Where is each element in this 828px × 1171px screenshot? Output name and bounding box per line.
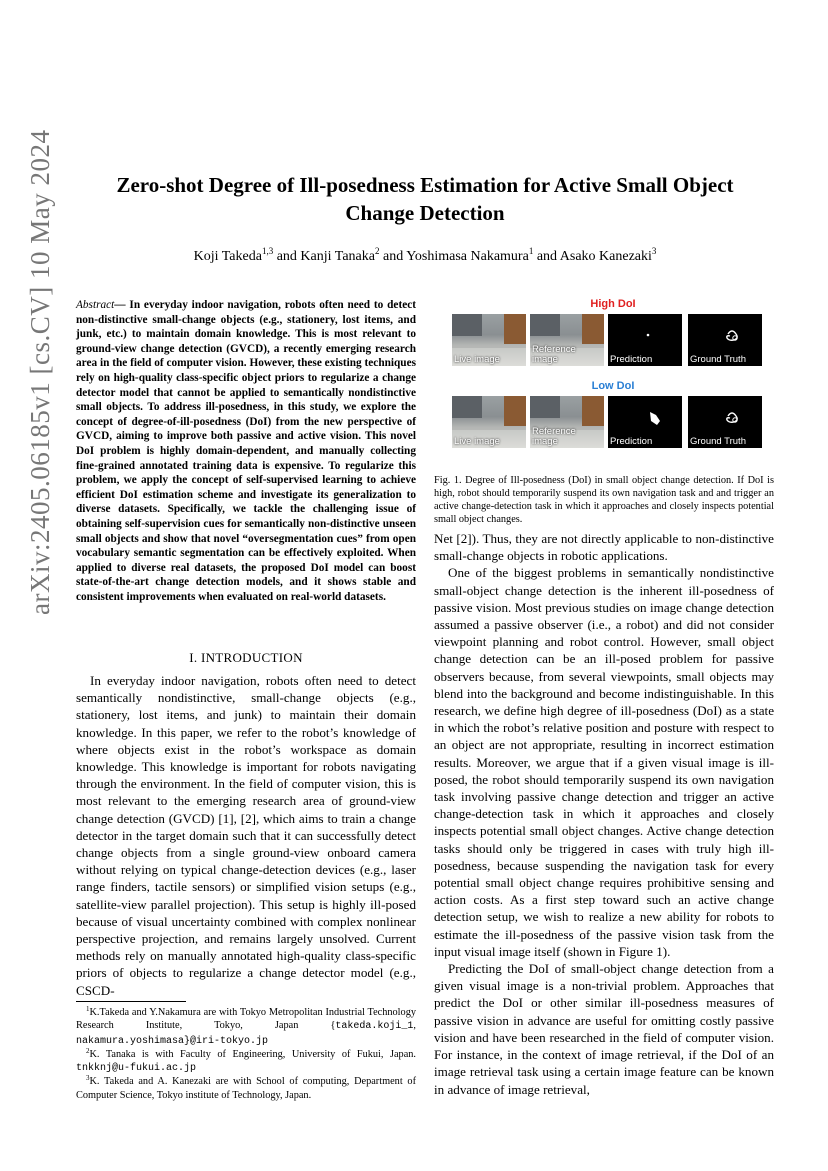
right-column-text	[434, 530, 774, 1098]
footnote-rule	[76, 1001, 186, 1002]
author-name: Koji Takeda	[193, 249, 262, 264]
footnote-text: K.Takeda and Y.Nakamura are with Tokyo Metropolitan Industrial Technology Research Institute, Tokyo, Japan {	[76, 1007, 416, 1032]
abstract	[76, 298, 416, 604]
tile-caption: Ground Truth	[690, 354, 746, 365]
abstract-label: Abstract	[76, 299, 115, 311]
arxiv-stamp: arXiv:2405.06185v1 [cs.CV] 10 May 2024	[25, 129, 55, 615]
section-heading: I. INTRODUCTION	[189, 650, 303, 665]
footnote	[76, 1006, 416, 1048]
paragraph: Net [2]). Thus, they are not directly applicable to non-distinctive small-change objects in robotic applications.	[434, 531, 774, 564]
author-separator: and	[533, 249, 560, 264]
ground-truth-high	[688, 314, 762, 366]
author-name: Asako Kanezaki	[559, 249, 652, 264]
author-name: Yoshimasa Nakamura	[406, 249, 529, 264]
low-doi-label: Low DoI	[591, 380, 635, 392]
figure-1	[452, 298, 774, 456]
footnote-mark: 1	[86, 1005, 90, 1013]
paragraph: In everyday indoor navigation, robots often need to detect semantically nondistinctive, small-change objects (e.g., stationery, lost items, and junk) to maintain their domain knowledge. In this paper, we refer to the robot’s knowledge of where objects exist in the robot’s workspace as domain knowledge. This knowledge is important for robots navigating through the environment. In the field of computer vision, this is most relevant to the emerging research area of ground-view change detection (GVCD) [1], [2], which aims to train a change detector in the target domain such that it can successfully detect change objects from a single ground-view onboard camera without relying on typical change-detection devices (e.g., laser range finders, tactile sensors) or simplified vision setups (e.g., satellite-view parallel projection). This setup is highly ill-posed because of visual uncertainty combined with complex nonlinear perspective projection, and remains largely unsolved. Current methods rely on manually annotated high-quality class-specific priors of objects to regularize a change detector model (e.g., CSCD-	[76, 673, 416, 998]
live-image-high	[452, 314, 526, 366]
email: takeda.koji_1	[335, 1021, 414, 1033]
paper-title: Zero-shot Degree of Ill-posedness Estimation for Active Small Object Change Detection	[116, 173, 734, 225]
footnote-text: ,	[413, 1020, 416, 1032]
footnotes	[76, 1006, 416, 1102]
reference-image-low	[530, 396, 604, 448]
paragraph: Predicting the DoI of small-object change detection from a given visual image is a non-trivial problem. Approaches that predict the DoI or other similar ill-posedness measures of passive vision in advance are useful for omitting costly passive vision and have been researched in the field of computer vision. For instance, in the context of image retrieval, if the DoI of an image retrieval task using a certain image feature can be known in advance of image retrieval,	[434, 961, 774, 1097]
email: }@iri-tokyo.jp	[184, 1035, 269, 1047]
footnote	[76, 1048, 416, 1076]
live-image-low	[452, 396, 526, 448]
tile-caption: Reference image	[532, 344, 576, 365]
author-name: Kanji Tanaka	[300, 249, 375, 264]
affiliation-mark: 2	[374, 246, 380, 256]
footnote	[76, 1075, 416, 1102]
tile-caption: Reference image	[532, 426, 576, 447]
affiliation-mark: 3	[651, 246, 657, 256]
affiliation-mark: 1	[528, 246, 534, 256]
tile-caption: Live image	[454, 354, 500, 365]
paragraph: One of the biggest problems in semantically nondistinctive small-object change detection is the inherent ill-posedness of passive vision. Most previous studies on image change detection assumed a passive observer (i.e., a robot) and did not consider viewpoint planning and robot control. However, small object change detection can be an ill-posed problem for passive observers because, from several viewpoints, small objects may blend into the background and become indistinguishable. In this research, we define high degree of ill-posedness (DoI) as a state in which the robot’s relative position and posture with respect to an object are not appropriate, resulting in incorrect estimation results. Moreover, we argue that if a given visual image is ill-posed, the robot should temporarily suspend its own navigation task involving passive change detection and trigger an active change-detection task in which it approaches and closely inspects potential small object changes. Active change detection tasks should only be triggered in cases with truly high ill-posedness, because suspending the navigation task for every potential small object change requires prohibitive sensing and action costs. As a first step toward such an active change detection setup, we wish to realize a new ability for robots to estimate the ill-posedness of the passive vision task from the input visual image itself (shown in Figure 1).	[434, 565, 774, 959]
author-separator: and	[379, 249, 407, 264]
tile-caption: Prediction	[610, 436, 653, 447]
prediction-low	[608, 396, 682, 448]
figure-caption: Fig. 1. Degree of Ill-posedness (DoI) in small object change detection. If DoI is high, robot should temporarily suspend its own navigation task and and trigger an active change-detection task in which it approaches and closely inspects potential small object changes.	[434, 475, 774, 525]
abstract-text: — In everyday indoor navigation, robots often need to detect non-distinctive small-change objects (e.g., stationery, lost items, and junk, etc.) to maintain domain knowledge. This is most relevant to ground-view change detection (GVCD), a recently emerging research area in the field of computer vision. However, these existing techniques rely on high-quality class-specific object priors to regularize a change detector model that cannot be applied to semantically nondistinctive small objects. To address ill-posedness, in this study, we explore the concept of degree-of-ill-posedness (DoI) from the new perspective of GVCD, aiming to improve both passive and active vision. This novel DoI problem is highly domain-dependent, and manually collecting fine-grained annotated training data is expensive. To regularize this problem, we apply the concept of self-supervised learning to achieve efficient DoI estimation scheme and investigate its generalization to diverse datasets. Specifically, we tackle the challenging issue of obtaining self-supervision cues for semantically non-distinctive unseen small objects and show that novel “oversegmentation cues” from open vocabulary semantic segmentation can be effectively exploited. When applied to diverse real datasets, the proposed DoI model can boost state-of-the-art change detection models, and it shows stable and consistent improvements when evaluated on real-world datasets.	[76, 299, 416, 603]
footnote-text: K. Takeda and A. Kanezaki are with School of computing, Department of Computer Science, Tokyo institute of Technology, Japan.	[76, 1076, 416, 1101]
ground-truth-low	[688, 396, 762, 448]
prediction-high	[608, 314, 682, 366]
tile-caption: Live image	[454, 436, 500, 447]
intro-text	[76, 672, 416, 999]
footnote-mark: 3	[86, 1074, 90, 1083]
tile-caption: Prediction	[610, 354, 653, 365]
email: nakamura.yoshimasa	[76, 1035, 185, 1047]
high-doi-label: High DoI	[590, 298, 636, 310]
author-separator: and	[273, 249, 301, 264]
footnote-text: K. Tanaka is with Faculty of Engineering, University of Fukui, Japan.	[89, 1048, 416, 1060]
footnote-mark: 2	[86, 1046, 90, 1055]
author-list	[80, 246, 770, 265]
tile-caption: Ground Truth	[690, 436, 746, 447]
email: tnkknj@u-fukui.ac.jp	[76, 1063, 197, 1075]
reference-image-high	[530, 314, 604, 366]
affiliation-mark: 1,3	[261, 246, 274, 256]
